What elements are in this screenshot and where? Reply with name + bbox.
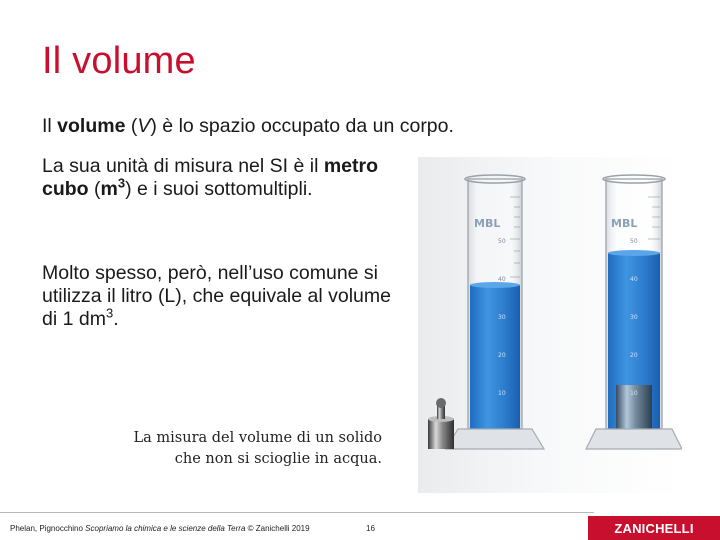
p3-superscript-3: 3 [105,305,114,321]
footer-citation [10,524,310,533]
caption-line-1: La misura del volume di un solido [133,430,382,446]
cylinders-illustration [418,157,682,493]
paragraph-unit [42,155,387,201]
p2-bold-metro-cubo: metro cubo [42,155,379,200]
p3-text-a: Molto spesso, però, nell’uso comune si utilizza il litro (L), che equivale al volume di 1 dm [42,262,391,330]
left-brand-label: MBL [474,217,501,230]
p2-bold-m: m [100,178,118,200]
p1-text-c: ( [125,115,138,137]
left-tick-10: 10 [498,390,506,397]
paragraph-definition [42,115,602,138]
left-tick-20: 20 [498,352,506,359]
caption-line-2: che non si scioglie in acqua. [174,451,382,467]
p2-text-f: ) e i suoi sottomultipli. [125,178,313,200]
p1-bold-volume: volume [57,115,126,137]
left-cylinder [446,175,544,449]
p1-text-e: ) è lo spazio occupato da un corpo. [150,115,454,137]
left-tick-30: 30 [498,314,506,321]
p2-text-a: La sua unità di misura nel SI è il [42,155,324,177]
right-tick-30: 30 [630,314,638,321]
zanichelli-logo: ZANICHELLI [588,516,720,540]
citation-book-title: Scopriamo la chimica e le scienze della Terra [85,524,246,533]
left-tick-40: 40 [498,276,506,283]
right-cylinder [586,175,682,449]
p2-text-c: ( [88,178,101,200]
photo-caption [120,428,382,470]
p1-italic-v: V [137,115,151,137]
footer-divider [0,512,594,513]
right-brand-label: MBL [611,217,638,230]
p2-superscript-3: 3 [117,175,126,191]
right-tick-50: 50 [630,238,638,245]
metal-weight [428,398,454,449]
p3-text-c: . [113,308,119,330]
paragraph-litre [42,262,392,331]
left-tick-50: 50 [498,238,506,245]
right-tick-40: 40 [630,276,638,283]
p1-text-a: Il [42,115,58,137]
page-number: 16 [366,524,375,533]
citation-copyright: © Zanichelli 2019 [245,524,310,533]
slide-title: Il volume [42,40,196,82]
right-tick-10: 10 [630,390,638,397]
graduated-cylinders-photo [418,157,682,493]
citation-authors: Phelan, Pignocchino [10,524,86,533]
right-tick-20: 20 [630,352,638,359]
